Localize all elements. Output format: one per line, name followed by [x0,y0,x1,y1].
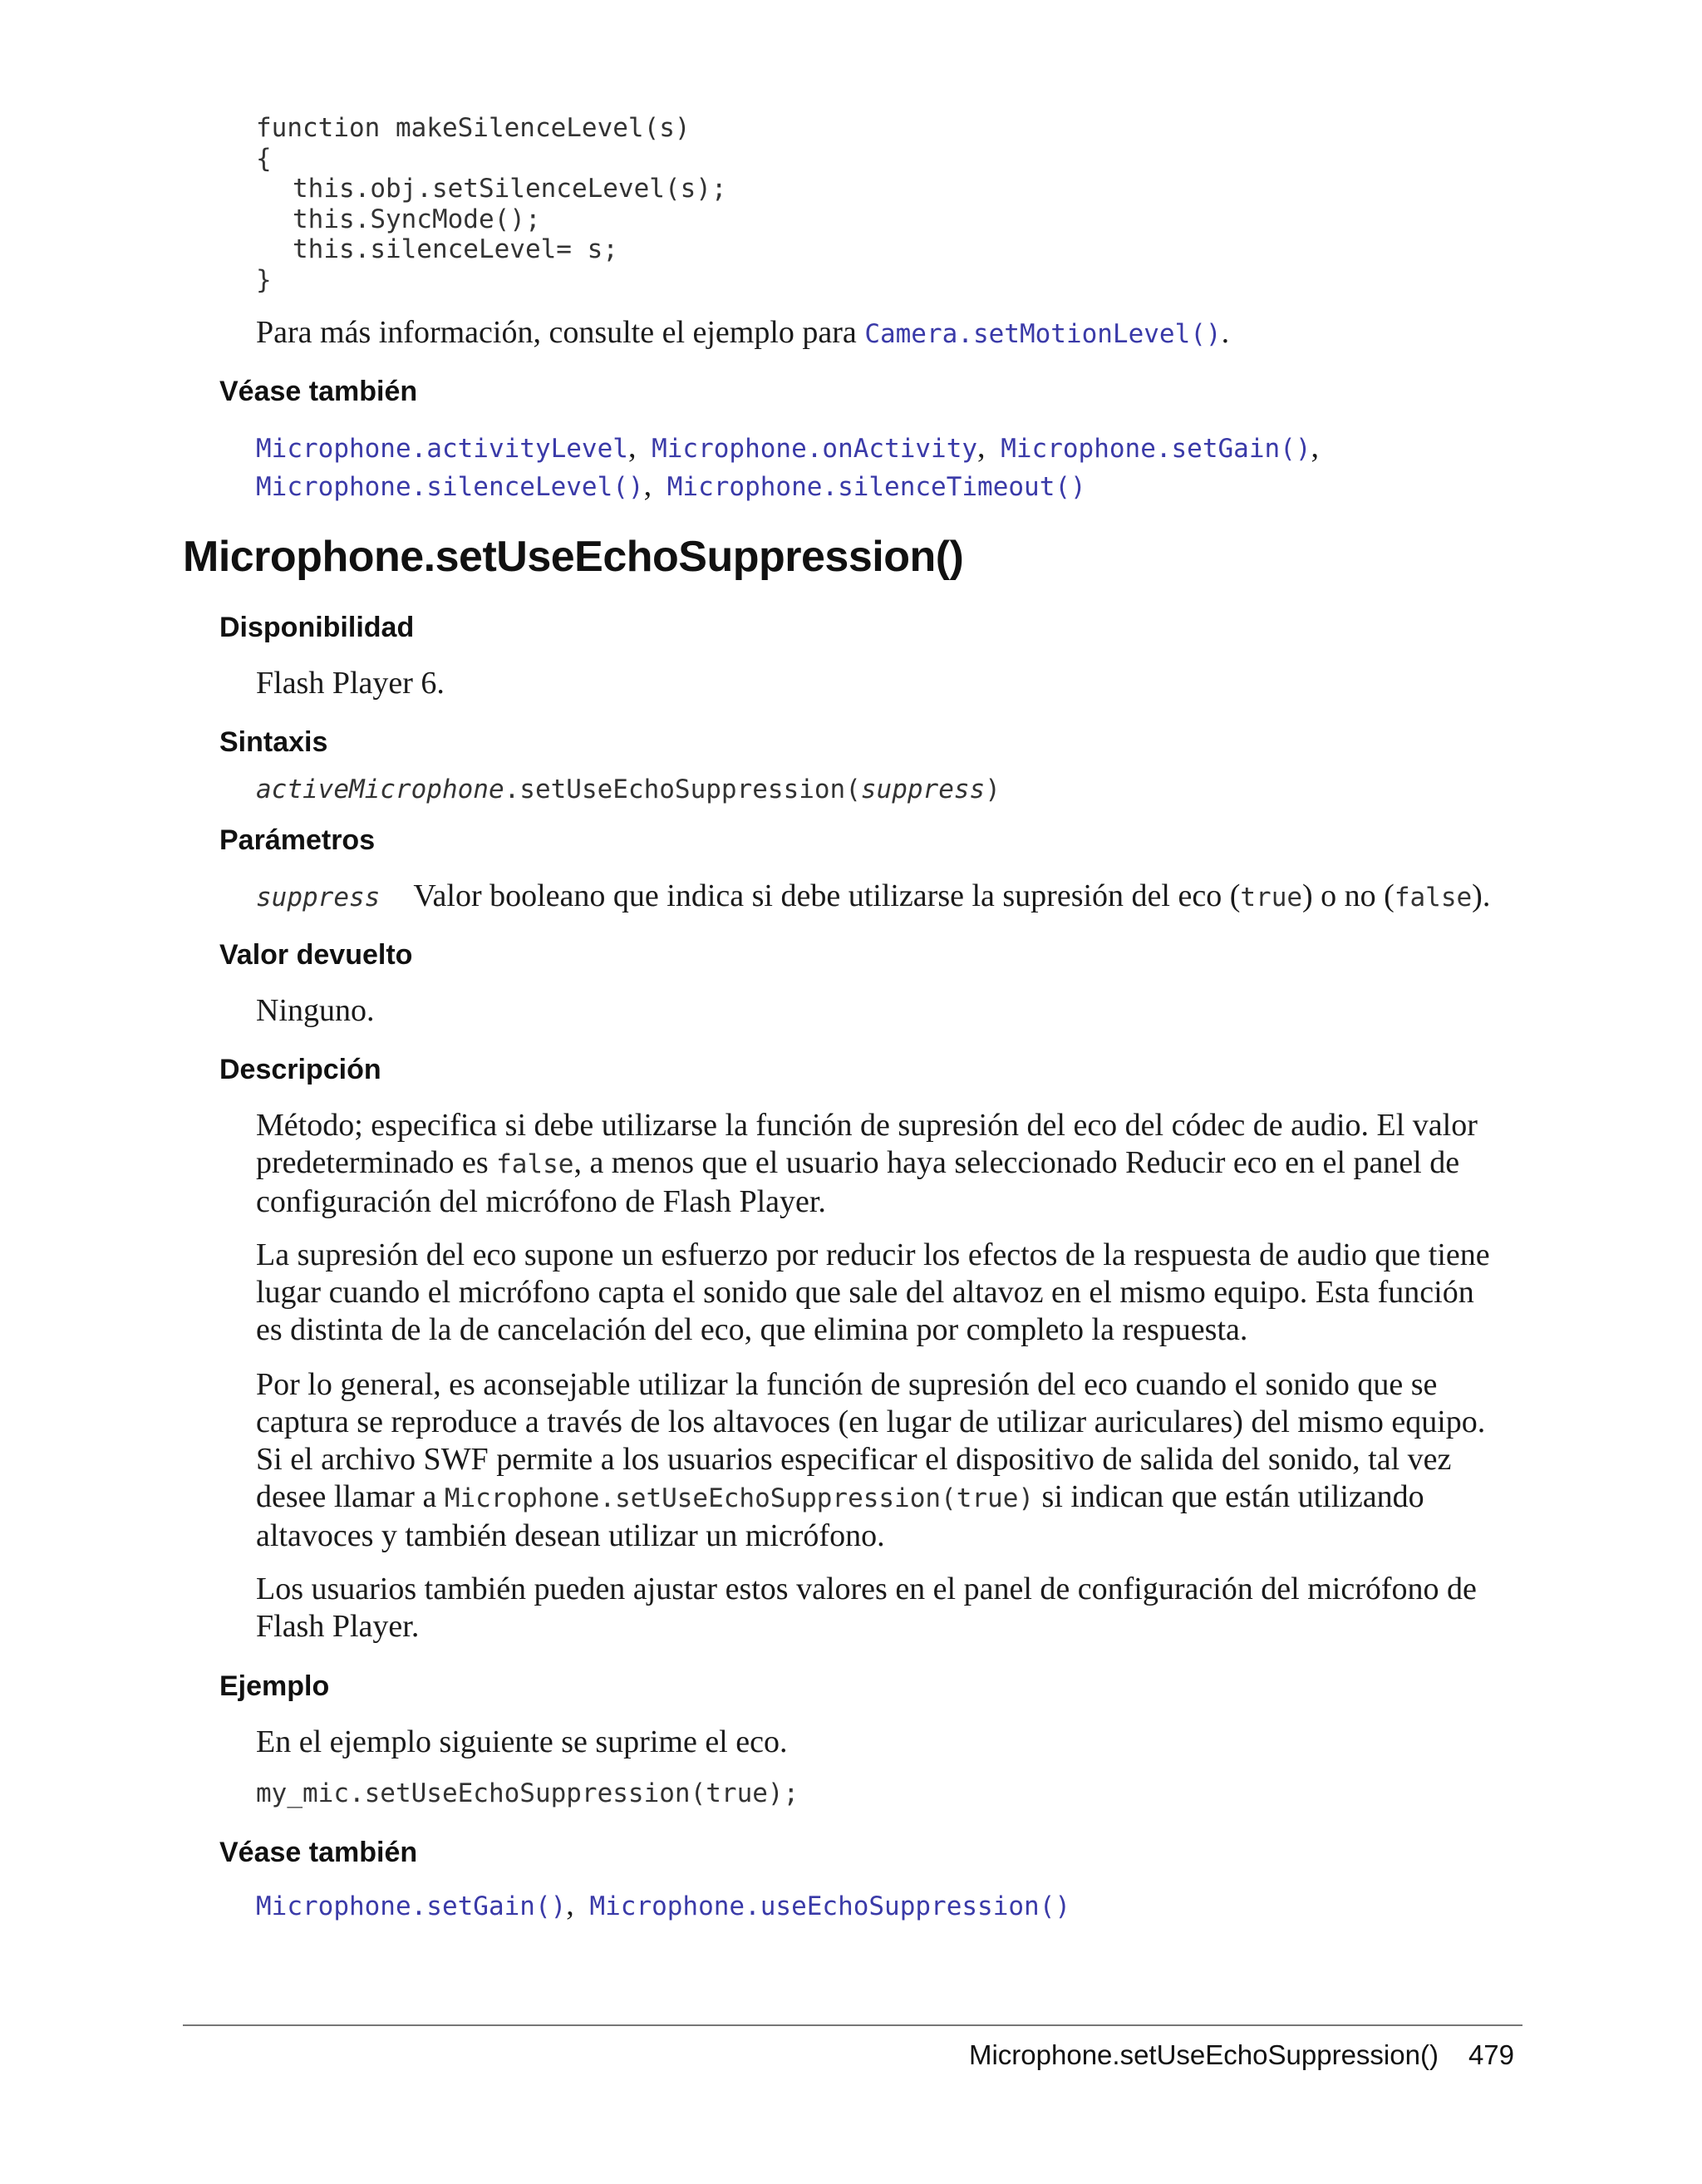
code-line: { [256,143,272,174]
example-heading: Ejemplo [219,1670,330,1702]
description-paragraph-2: La supresión del eco supone un esfuerzo por reducir los efectos de la respuesta de audio que tiene lugar cuando el micrófono capta el sonido que sale del altavoz en el mismo equipo. Esta función es distinta de la de cancelación del eco, que elimina por completo la respuesta. [256,1237,1490,1347]
page-title: Microphone.setUseEchoSuppression() [183,533,964,581]
link-use-echo-suppression[interactable]: Microphone.useEchoSuppression() [589,1891,1071,1921]
see-also-heading-2: Véase también [219,1837,418,1868]
see-also-line: Microphone.setGain(), Microphone.useEchoSuppression() [256,1887,1071,1922]
parameter-row: suppress Valor booleano que indica si debe utilizarse la supresión del eco (true) o no (false). [256,878,1491,913]
link-activity-level[interactable]: Microphone.activityLevel [256,434,628,464]
link-camera-set-motion-level[interactable]: Camera.setMotionLevel() [864,319,1222,349]
code-line: } [256,264,272,295]
see-also-line: Microphone.silenceLevel(), Microphone.silenceTimeout() [256,468,1086,503]
description-paragraph-1: Método; especifica si debe utilizarse la función de supresión del eco del códec de audio. El valor predeterminado es false, a menos que el usuario haya seleccionado Reducir eco en el panel de configuración del micrófono de Flash Player. [256,1108,1478,1219]
footer-title: Microphone.setUseEchoSuppression() [968,2039,1439,2070]
link-silence-level[interactable]: Microphone.silenceLevel() [256,472,644,502]
param-name: suppress [256,883,381,912]
parameters-heading: Parámetros [219,824,376,856]
see-also-links-2 [256,1886,1070,1925]
code-line: this.obj.setSilenceLevel(s); [293,174,727,204]
link-on-activity[interactable]: Microphone.onActivity [652,434,978,464]
description-paragraph-3: Por lo general, es aconsejable utilizar la función de supresión del eco cuando el sonido que se captura se reproduce a través de los altavoces (en lugar de utilizar auriculares) del mismo equipo. Si el archivo SWF permite a los usuarios especificar el dispositivo de salida del sonido, tal vez desee llamar a Microphone.setUseEchoSuppression(true) si indican que están utilizando altavoces y también desean utilizar un micrófono. [256,1367,1486,1553]
syntax-line: activeMicrophone.setUseEchoSuppression(suppress) [256,775,1001,804]
link-set-gain[interactable]: Microphone.setGain() [1001,434,1311,464]
description-paragraph-4: Los usuarios también pueden ajustar estos valores en el panel de configuración del micrófono de Flash Player. [256,1572,1477,1644]
example-text: En el ejemplo siguiente se suprime el eco. [256,1724,788,1759]
footer-divider [183,2024,1522,2026]
see-also-heading: Véase también [219,376,418,407]
link-set-gain[interactable]: Microphone.setGain() [256,1891,567,1921]
code-line: this.silenceLevel= s; [293,234,618,264]
code-block-make-silence-level [256,113,727,295]
see-also-links [256,429,1319,505]
returns-heading: Valor devuelto [219,939,413,971]
page-number: 479 [1468,2039,1514,2070]
code-line: function makeSilenceLevel(s) [256,113,691,143]
link-silence-timeout[interactable]: Microphone.silenceTimeout() [667,472,1086,502]
returns-text: Ninguno. [256,993,375,1028]
description-heading: Descripción [219,1054,381,1085]
code-line: this.SyncMode(); [293,204,541,234]
page-footer [969,2039,1514,2071]
example-code: my_mic.setUseEchoSuppression(true); [256,1778,799,1808]
availability-text: Flash Player 6. [256,666,445,701]
syntax-heading: Sintaxis [219,726,328,758]
availability-heading: Disponibilidad [219,612,415,643]
intro-paragraph: Para más información, consulte el ejemplo para Camera.setMotionLevel(). [256,315,1230,350]
see-also-line: Microphone.activityLevel, Microphone.onActivity, Microphone.setGain(), [256,430,1319,465]
